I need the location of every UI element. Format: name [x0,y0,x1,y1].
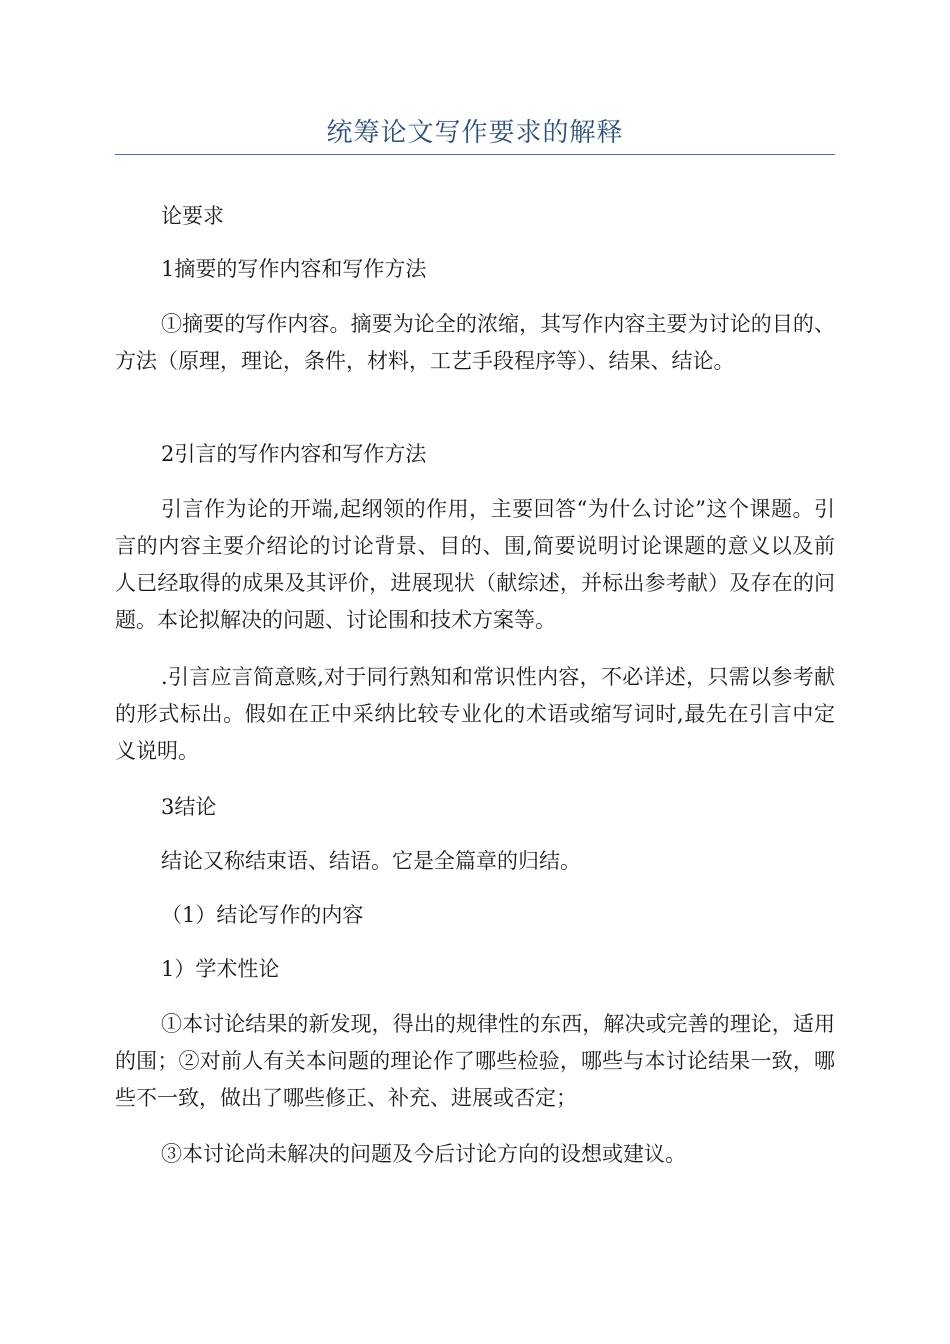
subheading-conclusion-content: （1）结论写作的内容 [161,903,364,927]
document-title: 统筹论文写作要求的解释 [326,118,624,148]
section-heading-abstract: 1摘要的写作内容和写作方法 [161,257,427,281]
paragraph-conclusion-future: ③本讨论尚未解决的问题及今后讨论方向的设想或建议。 [161,1142,686,1166]
subheading-academic-paper: 1）学术性论 [161,957,280,981]
section-heading-introduction: 2引言的写作内容和写作方法 [161,442,427,466]
paragraph-conclusion-points: ①本讨论结果的新发现，得出的规律性的东西，解决或完善的理论，适用的围；②对前人有关本问题的理论作了哪些检验，哪些与本讨论结果一致，哪些不一致，做出了哪些修正、补充、进展或否定； [115,1012,835,1110]
section-heading-conclusion: 3结论 [161,795,217,819]
paragraph-conclusion-definition: 结论又称结束语、结语。它是全篇章的归结。 [161,849,581,873]
paragraph-heading-requirements: 论要求 [161,204,224,228]
paragraph-abstract-content: ①摘要的写作内容。摘要为论全的浓缩，其写作内容主要为讨论的目的、方法（原理，理论，条件，材料，工艺手段程序等）、结果、结论。 [115,312,835,373]
paragraph-introduction-content: 引言作为论的开端,起纲领的作用，主要回答“为什么讨论”这个课题。引言的内容主要介绍论的讨论背景、目的、围,简要说明讨论课题的意义以及前人已经取得的成果及其评价，进展现状（献综述，并标出参考献）及存在的问题。本论拟解决的问题、讨论围和技术方案等。 [115,497,835,632]
paragraph-introduction-guidance: .引言应言简意赅,对于同行熟知和常识性内容，不必详述，只需以参考献的形式标出。假如在正中采纳比较专业化的术语或缩写词时,最先在引言中定义说明。 [115,665,835,763]
title-underline [115,154,835,155]
